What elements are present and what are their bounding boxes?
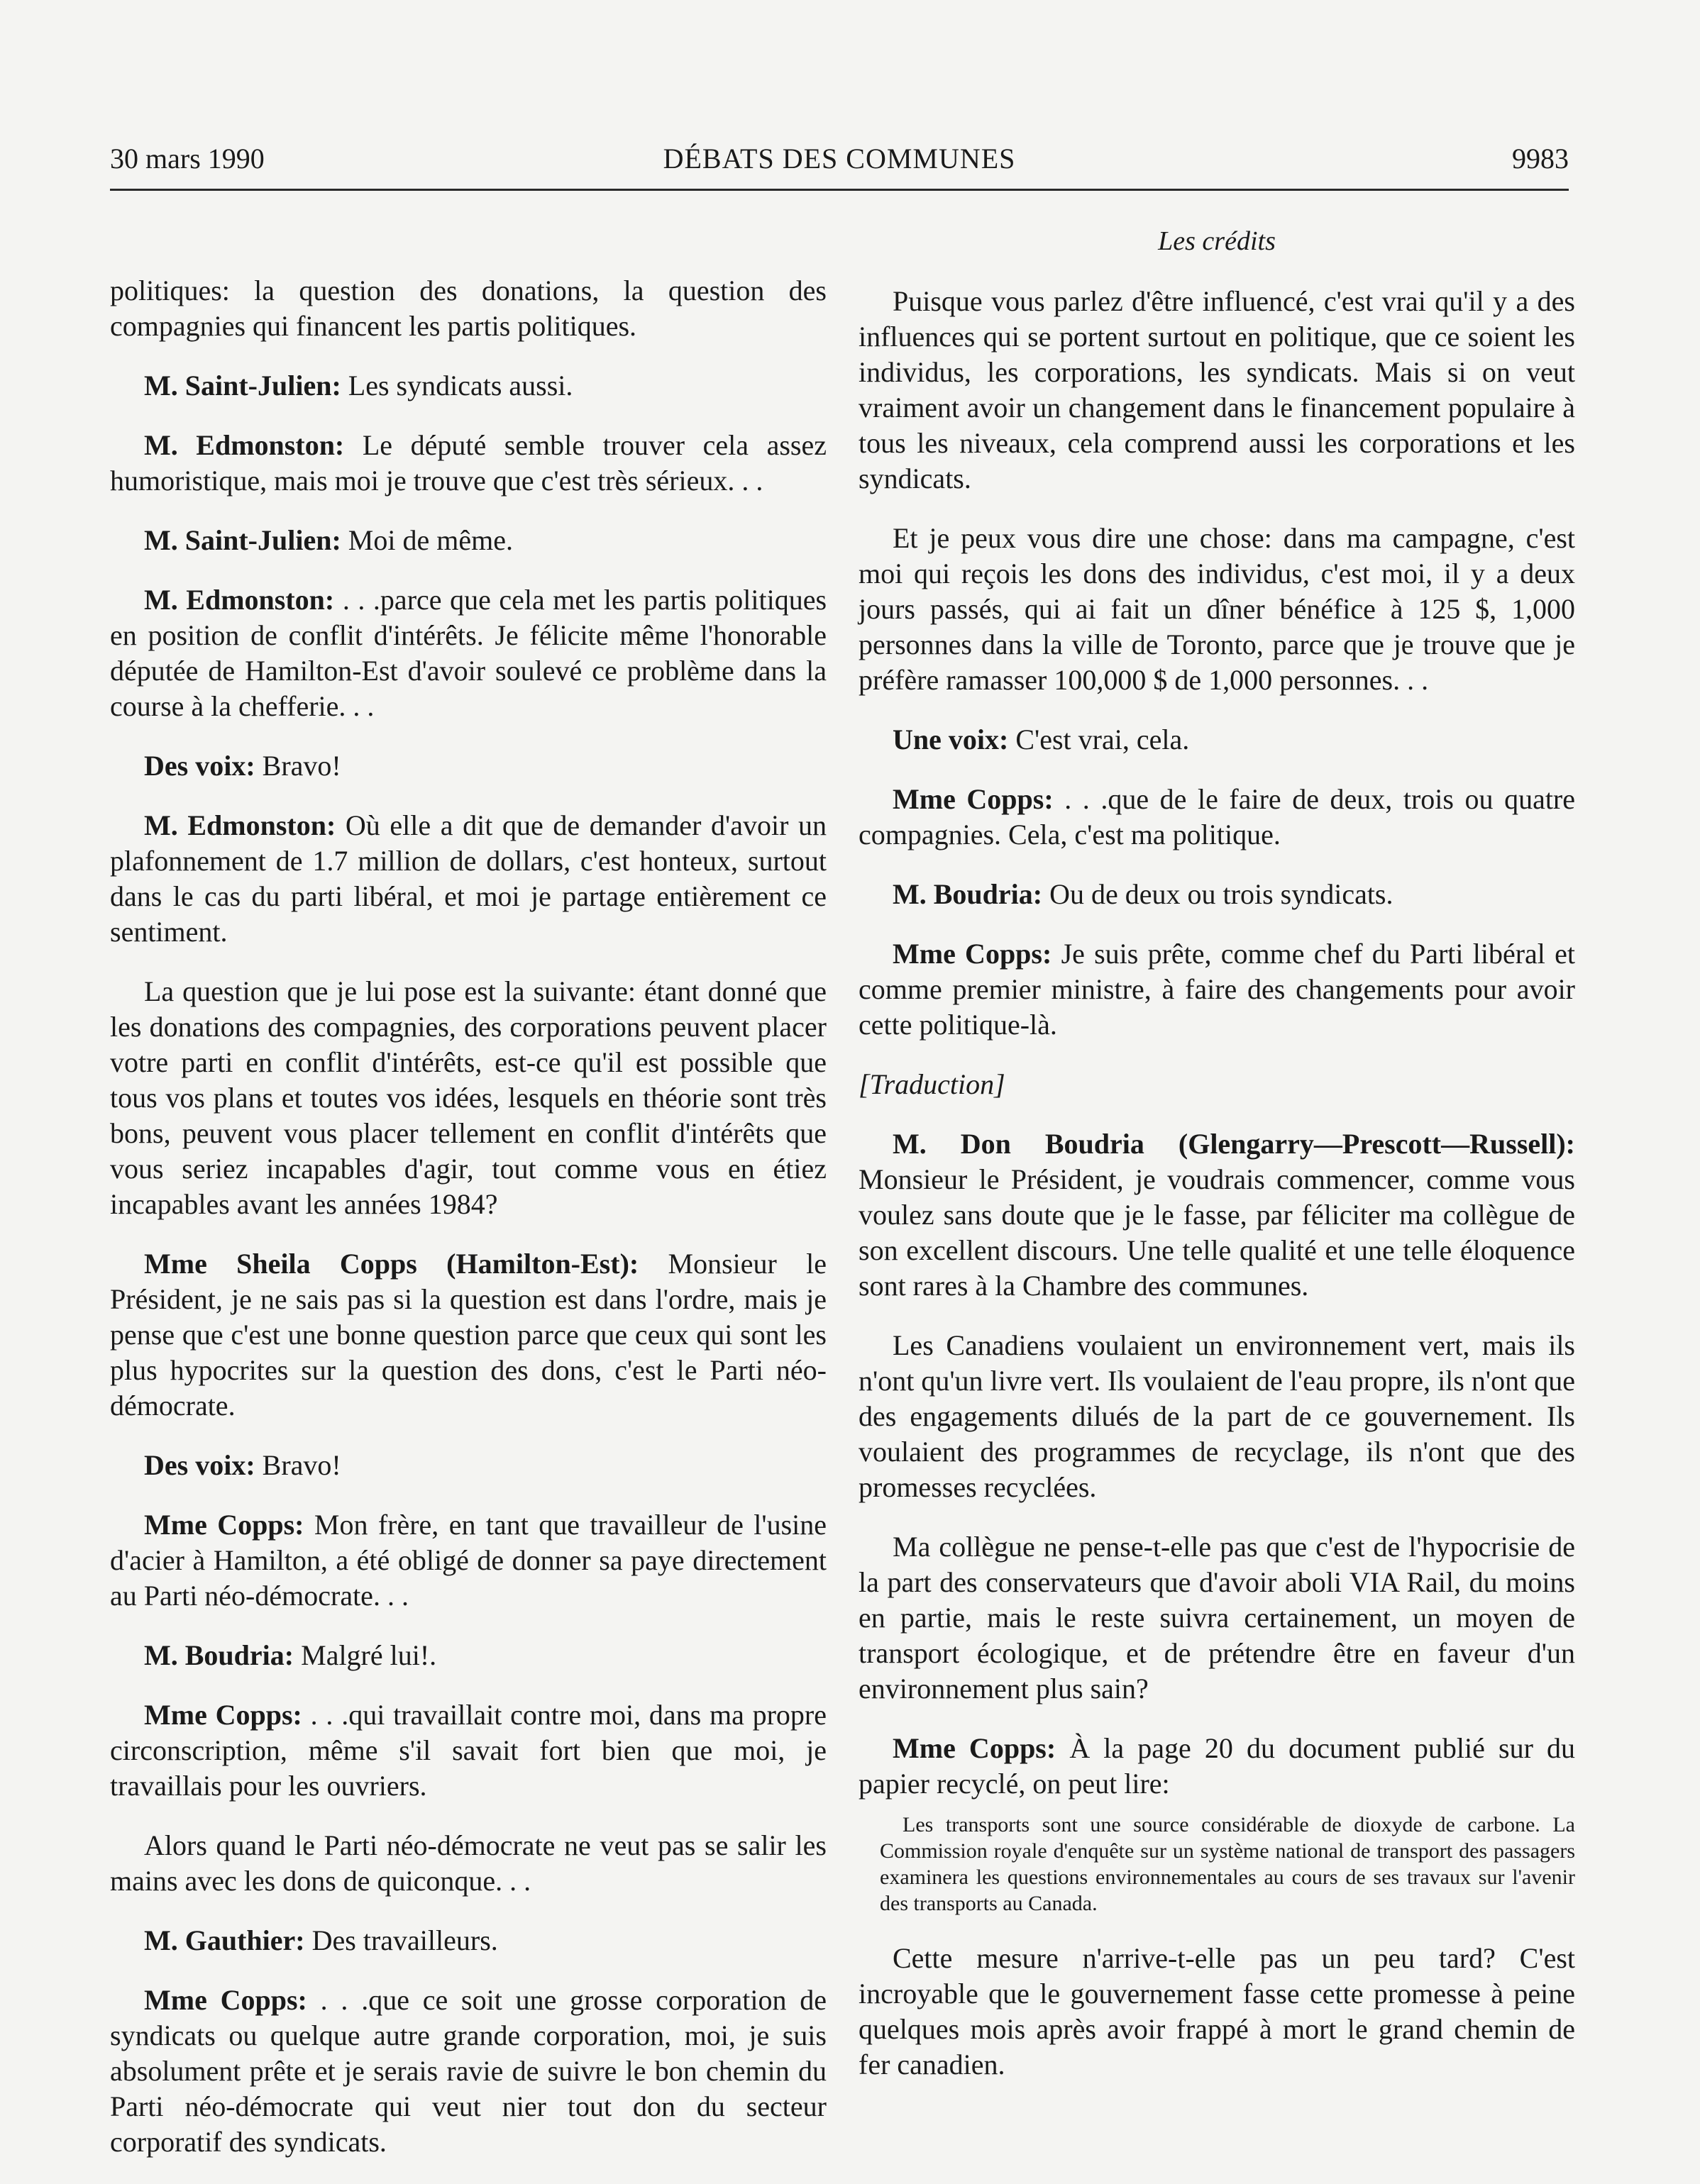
paragraph: Mme Copps: . . .que ce soit une grosse corporation de syndicats ou quelque autre grande corporation, moi, je suis absolument prête et je serais ravie de suivre le bon chemin du Parti néo-démocrate qui veut nier tout don du secteur corporatif des syndicats.: [110, 1984, 827, 2158]
paragraph: politiques: la question des donations, la question des compagnies qui financent les partis politiques.: [110, 275, 827, 342]
right-column: [859, 284, 1575, 2107]
paragraph: M. Edmonston: Le député semble trouver cela assez humoristique, mais moi je trouve que c'est très sérieux. . .: [110, 429, 827, 497]
paragraph: Cette mesure n'arrive-t-elle pas un peu tard? C'est incroyable que le gouvernement fasse cette promesse à peine quelques mois après avoir frappé à mort le grand chemin de fer canadien.: [859, 1942, 1575, 2080]
header-page-number: 9983: [1512, 143, 1569, 174]
paragraph: La question que je lui pose est la suivante: étant donné que les donations des compagnies, des corporations peuvent placer votre parti en conflit d'intérêts, est-ce qu'il est possible que tous vos plans et toutes vos idées, lesquels en théorie sont très bons, peuvent vous placer tellement en conflit d'intérêts que vous seriez incapables d'agir, tout comme vous en étiez incapables avant les années 1984?: [110, 975, 827, 1220]
translation-tag: [Traduction]: [859, 1068, 1005, 1100]
speaker-name: Mme Copps:: [893, 1732, 1056, 1764]
speaker-name: M. Saint-Julien:: [144, 370, 341, 401]
paragraph: Ma collègue ne pense-t-elle pas que c'est de l'hypocrisie de la part des conservateurs que d'avoir aboli VIA Rail, du moins en partie, mais le reste suivra certainement, un moyen de transport écologique, et de prétendre être en faveur d'un environnement plus sain?: [859, 1531, 1575, 1704]
left-column: [110, 273, 827, 2184]
paragraph: Alors quand le Parti néo-démocrate ne veut pas se salir les mains avec les dons de quiconque. . .: [110, 1829, 827, 1897]
paragraph: Une voix: C'est vrai, cela.: [893, 724, 1190, 755]
header-title: DÉBATS DES COMMUNES: [663, 143, 1016, 174]
paragraph: M. Saint-Julien: Les syndicats aussi.: [144, 370, 573, 401]
paragraph: M. Boudria: Ou de deux ou trois syndicats.: [893, 878, 1393, 910]
speaker-name: Des voix:: [144, 750, 255, 782]
paragraph: Mme Copps: . . .qui travaillait contre moi, dans ma propre circonscription, même s'il savait fort bien que moi, je travaillais pour les ouvriers.: [110, 1699, 827, 1802]
speaker-name: Des voix:: [144, 1449, 255, 1481]
speaker-name: Mme Copps:: [144, 1984, 307, 2016]
speaker-name: M. Saint-Julien:: [144, 524, 341, 556]
speaker-name: Mme Copps:: [144, 1699, 302, 1731]
speaker-name: M. Edmonston:: [144, 429, 345, 461]
paragraph: Des voix: Bravo!: [144, 1449, 341, 1481]
speaker-name: M. Boudria:: [144, 1639, 294, 1671]
paragraph: Mme Copps: . . .que de le faire de deux, trois ou quatre compagnies. Cela, c'est ma politique.: [859, 783, 1576, 850]
speaker-name: M. Edmonston:: [144, 809, 336, 841]
paragraph: Des voix: Bravo!: [144, 750, 341, 782]
paragraph: M. Edmonston: . . .parce que cela met les partis politiques en position de conflit d'intérêts. Je félicite même l'honorable députée de Hamilton-Est d'avoir soulevé ce problème dans la course à la chefferie. . .: [110, 584, 827, 722]
page-header: [110, 142, 1569, 191]
header-date: 30 mars 1990: [110, 143, 265, 174]
speaker-name: M. Gauthier:: [144, 1924, 305, 1956]
paragraph: Les Canadiens voulaient un environnement vert, mais ils n'ont qu'un livre vert. Ils voulaient de l'eau propre, ils n'ont que des engagements dilués de la part de ce gouvernement. Ils voulaient des programmes de recyclage, ils n'ont que des promesses recyclées.: [859, 1329, 1575, 1503]
speaker-name: Mme Copps:: [144, 1509, 304, 1541]
speaker-name: Mme Copps:: [893, 783, 1054, 815]
paragraph: M. Edmonston: Où elle a dit que de demander d'avoir un plafonnement de 1.7 million de dollars, c'est honteux, surtout dans le cas du parti libéral, et moi je partage entièrement ce sentiment.: [110, 809, 827, 948]
paragraph: Mme Copps: À la page 20 du document publié sur du papier recyclé, on peut lire:: [859, 1732, 1576, 1800]
paragraph: M. Boudria: Malgré lui!.: [144, 1639, 437, 1671]
paragraph: M. Don Boudria (Glengarry—Prescott—Russell): Monsieur le Président, je voudrais commencer, comme vous voulez sans doute que je le fasse, par féliciter ma collègue de son excellent discours. Une telle qualité et une telle éloquence sont rares à la Chambre des communes.: [859, 1128, 1575, 1302]
paragraph: Mme Sheila Copps (Hamilton-Est): Monsieur le Président, je ne sais pas si la question est dans l'ordre, mais je pense que c'est une bonne question parce que ceux qui sont les plus hypocrites sur la question des dons, c'est le Parti néo-démocrate.: [110, 1248, 827, 1421]
paragraph: Puisque vous parlez d'être influencé, c'est vrai qu'il y a des influences qui se portent surtout en politique, que ce soient les individus, les corporations, les syndicats. Mais si on veut vraiment avoir un changement dans le financement populaire à tous les niveaux, cela comprend aussi les corporations et les syndicats.: [859, 285, 1575, 494]
paragraph: M. Gauthier: Des travailleurs.: [144, 1924, 498, 1956]
speaker-name: M. Edmonston:: [144, 584, 335, 616]
block-quotation: Les transports sont une source considérable de dioxyde de carbone. La Commission royale d'enquête sur un système national de transport des passagers examinera les questions environnementales au cours de ses travaux sur l'avenir des transports au Canada.: [880, 1813, 1575, 1915]
speaker-name: M. Boudria:: [893, 878, 1043, 910]
speaker-name: Une voix:: [893, 724, 1009, 755]
paragraph: M. Saint-Julien: Moi de même.: [144, 524, 513, 556]
speaker-name: Mme Copps:: [893, 938, 1052, 970]
paragraph: Et je peux vous dire une chose: dans ma campagne, c'est moi qui reçois les dons des individus, c'est moi, il y a deux jours passés, qui ai fait un dîner bénéfice à 125 $, 1,000 personnes dans la ville de Toronto, parce que je trouve que je préfère ramasser 100,000 $ de 1,000 personnes. . .: [859, 522, 1575, 696]
paragraph: Mme Copps: Je suis prête, comme chef du Parti libéral et comme premier ministre, à faire des changements pour avoir cette politique-là.: [859, 938, 1576, 1041]
speaker-name: M. Don Boudria (Glengarry—Prescott—Russell):: [893, 1128, 1575, 1160]
paragraph: Mme Copps: Mon frère, en tant que travailleur de l'usine d'acier à Hamilton, a été obligé de donner sa paye directement au Parti néo-démocrate. . .: [110, 1509, 827, 1612]
section-rubric: Les crédits: [1158, 226, 1276, 256]
speaker-name: Mme Sheila Copps (Hamilton-Est):: [144, 1248, 639, 1280]
